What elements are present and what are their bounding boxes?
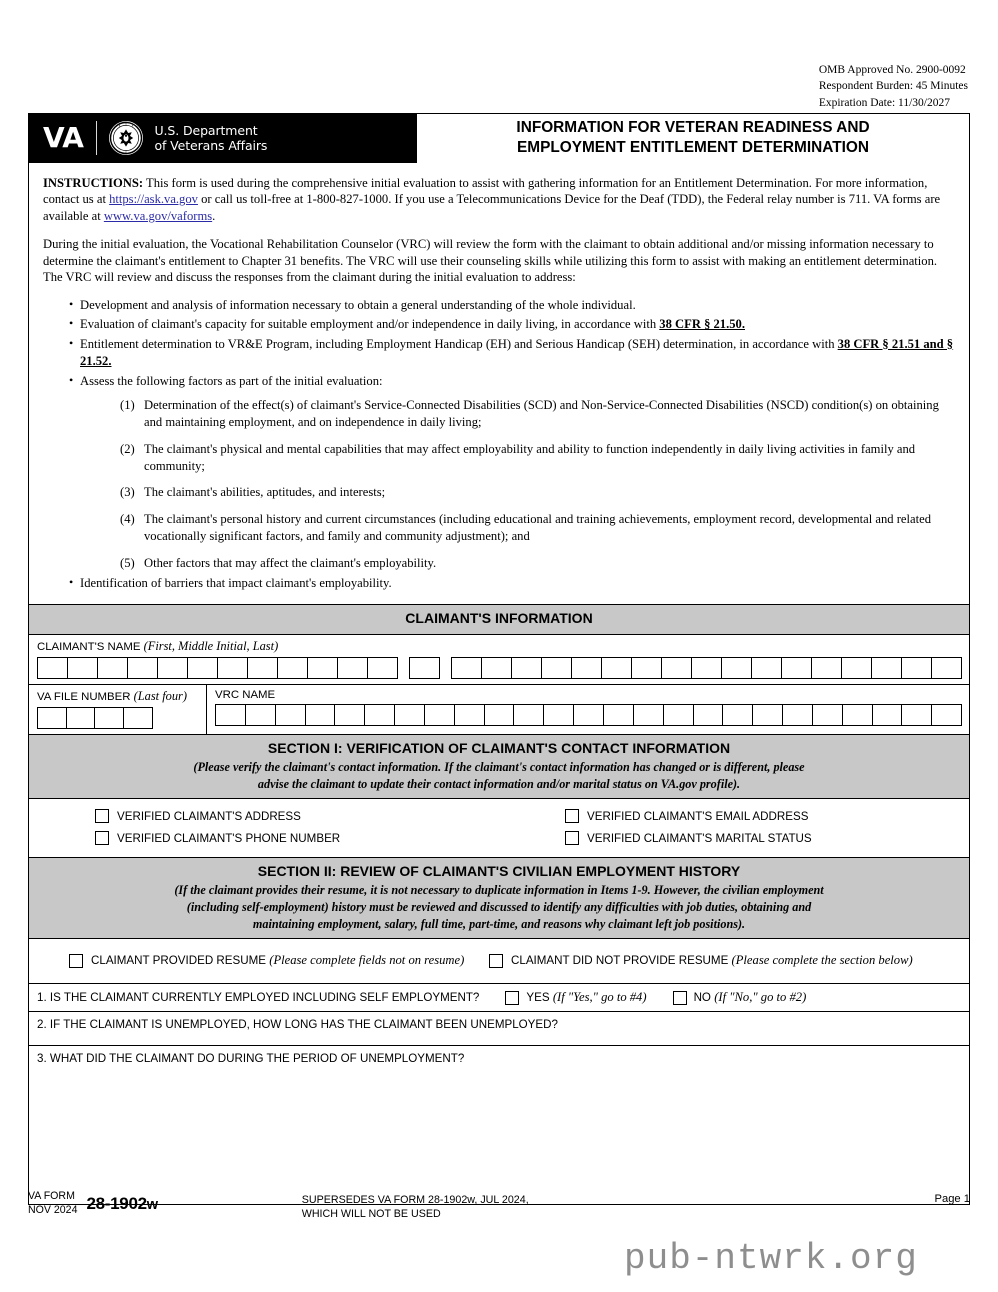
form-label-line-2: NOV 2024 (28, 1203, 78, 1216)
instructions-text-c: . (212, 209, 216, 224)
list-item (120, 441, 955, 476)
character-cell[interactable] (217, 657, 248, 679)
bullet-development-analysis (69, 297, 955, 314)
checkbox-label: VERIFIED CLAIMANT'S MARITAL STATUS (587, 831, 812, 845)
checkbox-icon[interactable] (69, 954, 83, 968)
character-cell[interactable] (67, 657, 98, 679)
character-cell[interactable] (693, 704, 724, 726)
assessment-factor-list (80, 397, 955, 572)
claimant-information-title: CLAIMANT'S INFORMATION (405, 610, 593, 627)
no-text: NO (693, 991, 711, 1005)
character-cell[interactable] (901, 704, 932, 726)
section-2-subtitle-line-1: (If the claimant provides their resume, it is not necessary to duplicate information in Items 1-9. However, the civilian employment (174, 883, 824, 898)
vrc-name-cells[interactable] (215, 704, 961, 726)
cfr-21-50-reference: 38 CFR § 21.50. (659, 317, 745, 332)
instructions-text-b: or call us toll-free at 1-800-827-1000. If you use a Telecommunications Device for the Deaf (TDD), the Federal relay number is 711. VA forms are available at (43, 192, 941, 224)
first-name-cells[interactable] (37, 657, 397, 679)
last-name-cells[interactable] (451, 657, 961, 679)
question-1-no-option[interactable] (673, 990, 807, 1005)
bullet-entitlement-determination (69, 336, 955, 371)
character-cell[interactable] (337, 657, 368, 679)
character-cell[interactable] (661, 657, 692, 679)
omb-approved-number: OMB Approved No. 2900-0092 (818, 64, 966, 76)
item-text: The claimant's abilities, aptitudes, and interests; (144, 485, 386, 500)
checkbox-icon[interactable] (505, 991, 519, 1005)
form-label-line-1: VA FORM (28, 1190, 75, 1202)
vrc-name-label: VRC NAME (215, 689, 276, 702)
character-cell[interactable] (541, 657, 572, 679)
character-cell[interactable] (157, 657, 188, 679)
omb-block (819, 62, 968, 111)
checkbox-icon[interactable] (95, 809, 109, 823)
instructions-label: INSTRUCTIONS: (43, 175, 144, 190)
character-cell[interactable] (842, 704, 873, 726)
section-1-band (29, 735, 969, 799)
instructions-text-a: This form is used during the comprehensive initial evaluation to assist with gathering information for an Entitlement Determination. For more information, contact us at (43, 175, 928, 207)
character-cell[interactable] (123, 707, 153, 729)
section-1-subtitle-line-2: advise the claimant to update their contact information and/or marital status on VA.gov profile). (257, 777, 741, 792)
character-cell[interactable] (571, 657, 602, 679)
character-cell[interactable] (277, 657, 308, 679)
va-wordmark: VA (43, 121, 84, 155)
character-cell[interactable] (841, 657, 872, 679)
section-1-subtitle-line-1: (Please verify the claimant's contact information. If the claimant's contact information has changed or is different, please (193, 760, 805, 775)
checkbox-label (511, 953, 913, 968)
form-number-main: 28-1902 (86, 1194, 147, 1213)
comb-gap (397, 657, 409, 679)
va-branding (29, 114, 417, 163)
character-cell[interactable] (187, 657, 218, 679)
site-watermark: pub-ntwrk.org (624, 1238, 918, 1279)
question-1-yes-option[interactable] (505, 990, 646, 1005)
form-title (417, 114, 969, 163)
va-file-number-label (37, 689, 198, 704)
supersedes-line-2: WHICH WILL NOT BE USED (301, 1208, 441, 1221)
page-number: Page 1 (934, 1193, 970, 1205)
character-cell[interactable] (871, 657, 902, 679)
resume-selection-row (29, 939, 969, 984)
item-number: (1) (120, 397, 135, 412)
checkbox-icon[interactable] (489, 954, 503, 968)
va-file-number-hint: (Last four) (133, 689, 187, 704)
character-cell[interactable] (245, 704, 276, 726)
question-2-row[interactable] (29, 1012, 969, 1046)
checkbox-icon[interactable] (565, 831, 579, 845)
character-cell[interactable] (215, 704, 246, 726)
checkbox-verified-marital-status[interactable] (499, 831, 969, 845)
character-cell[interactable] (37, 657, 68, 679)
checkbox-icon[interactable] (95, 831, 109, 845)
character-cell[interactable] (751, 657, 782, 679)
item-number: (3) (120, 485, 135, 500)
department-line-2: of Veterans Affairs (154, 138, 268, 154)
branding-divider (96, 121, 97, 155)
comb-gap (439, 657, 451, 679)
character-cell[interactable] (663, 704, 694, 726)
vrc-name-input[interactable] (215, 704, 961, 726)
yes-hint: (If "Yes," go to #4) (552, 990, 647, 1005)
character-cell[interactable] (394, 704, 425, 726)
claimant-name-label-text: CLAIMANT'S NAME (37, 641, 141, 654)
checkbox-icon[interactable] (673, 991, 687, 1005)
character-cell[interactable] (451, 657, 482, 679)
file-and-vrc-row (29, 685, 969, 735)
item-number: (4) (120, 511, 135, 526)
bullet-3-text: Entitlement determination to VR&E Program, including Employment Handicap (EH) and Serious Handicap (SEH) determination, in accordance with (80, 336, 838, 351)
instructions-paragraph-1 (43, 175, 955, 225)
section-2-band (29, 858, 969, 939)
checkbox-verified-address[interactable] (29, 809, 499, 823)
yes-text: YES (526, 991, 550, 1005)
character-cell[interactable] (811, 657, 842, 679)
checkbox-resume-provided[interactable] (29, 953, 489, 968)
character-cell[interactable] (633, 704, 664, 726)
character-cell[interactable] (94, 707, 124, 729)
va-file-number-field (29, 685, 207, 734)
character-cell[interactable] (305, 704, 336, 726)
question-1-yes-label (526, 990, 646, 1005)
item-number: (2) (120, 441, 135, 456)
character-cell[interactable] (511, 657, 542, 679)
list-item (120, 511, 955, 546)
bullet-assess-factors (69, 373, 955, 572)
bullet-4-text: Assess the following factors as part of the initial evaluation: (80, 373, 383, 388)
va-file-number-cells[interactable] (37, 707, 152, 729)
form-header (29, 114, 969, 163)
question-1-row (29, 984, 969, 1012)
question-1-no-label (694, 990, 807, 1005)
va-seal-icon (108, 120, 144, 156)
character-cell[interactable] (901, 657, 932, 679)
checkbox-label (91, 953, 464, 968)
section-1-title: SECTION I: VERIFICATION OF CLAIMANT'S CONTACT INFORMATION (267, 740, 731, 757)
omb-respondent-burden: Respondent Burden: 45 Minutes (818, 80, 968, 93)
claimant-information-band (29, 605, 969, 635)
section-1-checkbox-group (29, 799, 969, 858)
character-cell[interactable] (782, 704, 813, 726)
section-2-subtitle-line-2: (including self-employment) history must be reviewed and discussed to identify any difficulties with job duties, obtaining and (186, 900, 812, 915)
item-number: (5) (120, 555, 135, 570)
claimant-name-row (29, 635, 969, 685)
checkbox-icon[interactable] (565, 809, 579, 823)
character-cell[interactable] (307, 657, 338, 679)
list-item (120, 555, 955, 572)
omb-expiration-date: Expiration Date: 11/30/2027 (818, 96, 950, 109)
character-cell[interactable] (334, 704, 365, 726)
character-cell[interactable] (631, 657, 662, 679)
character-cell[interactable] (781, 657, 812, 679)
form-footer (28, 1190, 970, 1221)
character-cell[interactable] (364, 704, 395, 726)
form-number-suffix: w (146, 1197, 158, 1213)
form-number (86, 1194, 157, 1214)
character-cell[interactable] (454, 704, 485, 726)
cfr-21-51-reference: 38 CFR § 21.51 and § 21.52. (80, 336, 954, 369)
bullet-2-text: Evaluation of claimant's capacity for suitable employment and/or independence in daily living, in accordance with (80, 317, 660, 332)
character-cell[interactable] (752, 704, 783, 726)
checkbox-label: VERIFIED CLAIMANT'S ADDRESS (117, 809, 301, 823)
question-3-row[interactable] (29, 1046, 969, 1204)
checkbox-verified-phone[interactable] (29, 831, 499, 845)
character-cell[interactable] (603, 704, 634, 726)
bullet-5-text: Identification of barriers that impact claimant's employability. (80, 575, 392, 590)
section-2-title: SECTION II: REVIEW OF CLAIMANT'S CIVILIAN EMPLOYMENT HISTORY (257, 863, 741, 880)
verification-row-2 (29, 827, 969, 849)
verification-row-1 (29, 805, 969, 827)
character-cell[interactable] (872, 704, 903, 726)
va-file-number-input[interactable] (37, 707, 198, 729)
instructions-block (29, 163, 969, 606)
va-file-number-label-text: VA FILE NUMBER (37, 691, 131, 704)
character-cell[interactable] (722, 704, 753, 726)
form-date-label (28, 1190, 77, 1217)
list-item (120, 484, 955, 501)
character-cell[interactable] (931, 704, 962, 726)
item-text: The claimant's physical and mental capabilities that may affect employability and ability to function independently in daily living activities in family and community; (144, 441, 916, 474)
character-cell[interactable] (812, 704, 843, 726)
character-cell[interactable] (97, 657, 128, 679)
character-cell[interactable] (424, 704, 455, 726)
character-cell[interactable] (691, 657, 722, 679)
checkbox-verified-email[interactable] (499, 809, 969, 823)
checkbox-resume-not-provided[interactable] (489, 953, 913, 968)
question-3-text: 3. WHAT DID THE CLAIMANT DO DURING THE PERIOD OF UNEMPLOYMENT? (37, 1052, 465, 1066)
character-cell[interactable] (481, 657, 512, 679)
claimant-name-input[interactable] (37, 657, 961, 679)
supersedes-line-1: SUPERSEDES VA FORM 28-1902w, JUL 2024, (301, 1194, 529, 1206)
vrc-name-field (207, 685, 969, 734)
character-cell[interactable] (931, 657, 962, 679)
question-2-text: 2. IF THE CLAIMANT IS UNEMPLOYED, HOW LONG HAS THE CLAIMANT BEEN UNEMPLOYED? (37, 1018, 558, 1032)
checkbox-label: VERIFIED CLAIMANT'S EMAIL ADDRESS (587, 809, 809, 823)
instructions-bullet-list (43, 297, 955, 592)
claimant-name-label (37, 639, 961, 654)
resume-not-provided-hint: (Please complete the section below) (731, 953, 913, 968)
va-department-name (154, 123, 267, 154)
list-item (120, 397, 955, 432)
resume-provided-hint: (Please complete fields not on resume) (269, 953, 465, 968)
character-cell[interactable] (601, 657, 632, 679)
instructions-paragraph-2: During the initial evaluation, the Vocational Rehabilitation Counselor (VRC) will review the form with the claimant to obtain additional and/or missing information necessary to determine the claimant's entitlement to Chapter 31 benefits. The VRC will use their counseling skills while utilizing this form to assist with making an entitlement determination. The VRC will review and discuss the responses from the claimant during the initial evaluation to address: (43, 236, 938, 285)
character-cell[interactable] (409, 657, 440, 679)
character-cell[interactable] (367, 657, 398, 679)
character-cell[interactable] (721, 657, 752, 679)
department-line-1: U.S. Department (154, 122, 258, 138)
question-1-text: 1. IS THE CLAIMANT CURRENTLY EMPLOYED INCLUDING SELF EMPLOYMENT? (37, 991, 480, 1005)
resume-not-provided-text: CLAIMANT DID NOT PROVIDE RESUME (511, 954, 729, 968)
middle-initial-cell[interactable] (409, 657, 439, 679)
claimant-name-hint: (First, Middle Initial, Last) (143, 639, 279, 654)
bullet-evaluation-capacity (69, 316, 955, 333)
ask-va-link[interactable]: https://ask.va.gov (109, 192, 198, 207)
form-title-line-2: EMPLOYMENT ENTITLEMENT DETERMINATION (517, 139, 869, 157)
character-cell[interactable] (66, 707, 96, 729)
checkbox-label: VERIFIED CLAIMANT'S PHONE NUMBER (117, 831, 341, 845)
form-identifier-block (28, 1190, 158, 1217)
form-title-line-1: INFORMATION FOR VETERAN READINESS AND (516, 119, 870, 136)
character-cell[interactable] (37, 707, 67, 729)
bullet-barriers (69, 575, 955, 592)
form-frame (28, 113, 970, 1205)
character-cell[interactable] (127, 657, 158, 679)
section-2-subtitle-line-3: maintaining employment, salary, full time, part-time, and reasons why claimant left job positions). (252, 917, 746, 932)
item-text: The claimant's personal history and current circumstances (including educational and training achievements, employment record, developmental and related vocationally significant factors, and family and community adjustment); and (144, 511, 931, 544)
resume-provided-text: CLAIMANT PROVIDED RESUME (91, 954, 267, 968)
character-cell[interactable] (275, 704, 306, 726)
item-text: Determination of the effect(s) of claimant's Service-Connected Disabilities (SCD) and Non-Service-Connected Disabilities (NSCD) condition(s) on obtaining and maintaining employment, and on independence in daily living; (144, 397, 939, 430)
vaforms-link[interactable]: www.va.gov/vaforms (103, 209, 213, 224)
character-cell[interactable] (573, 704, 604, 726)
supersedes-note (302, 1193, 529, 1221)
character-cell[interactable] (543, 704, 574, 726)
bullet-1-text: Development and analysis of information necessary to obtain a general understanding of the whole individual. (80, 298, 636, 313)
no-hint: (If "No," go to #2) (714, 990, 807, 1005)
character-cell[interactable] (484, 704, 515, 726)
character-cell[interactable] (247, 657, 278, 679)
item-text: Other factors that may affect the claimant's employability. (144, 555, 437, 570)
character-cell[interactable] (513, 704, 544, 726)
